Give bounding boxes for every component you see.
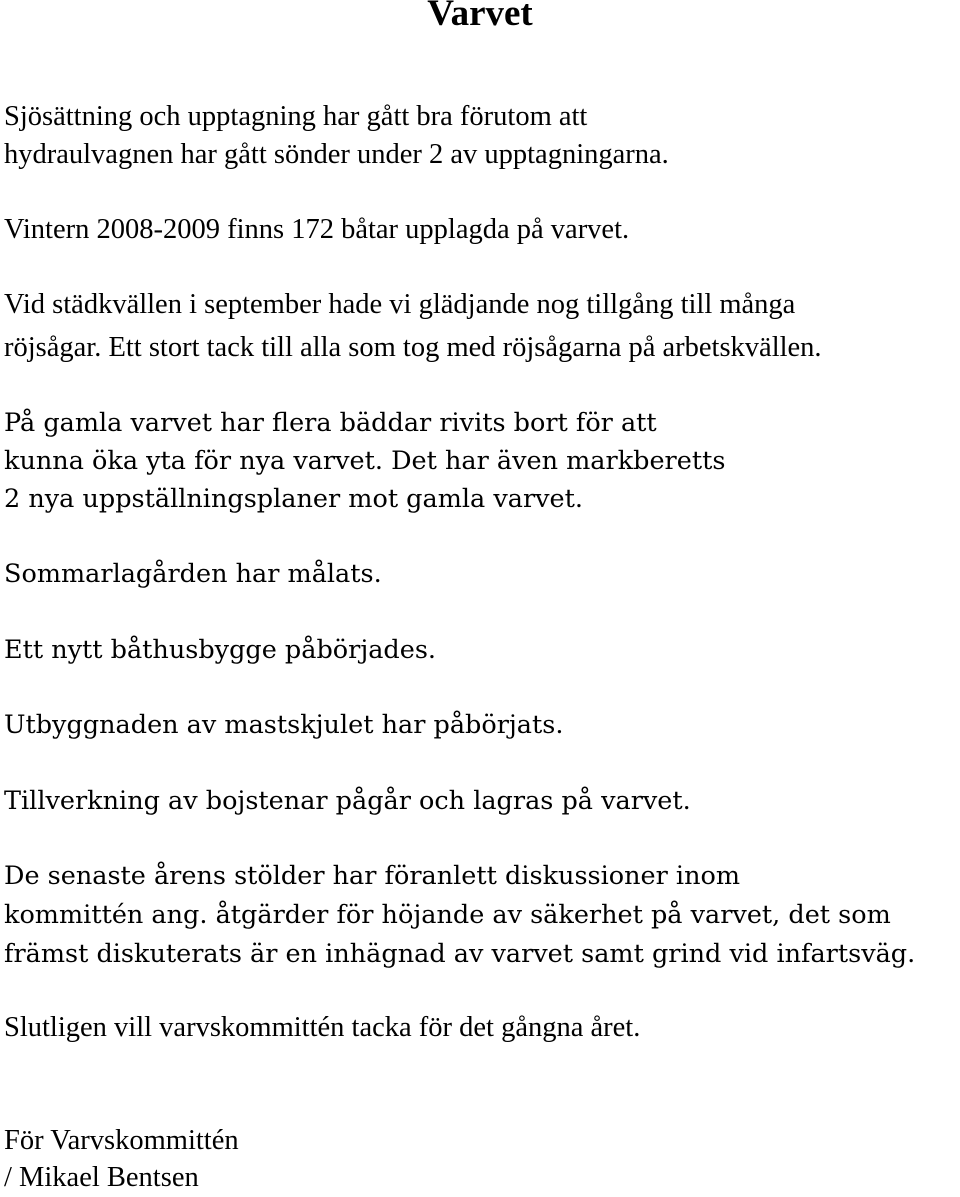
paragraph-3-line-2: röjsågar. Ett stort tack till alla som tog med röjsågarna på arbetskvällen. <box>4 332 822 363</box>
paragraph-4-line-2: kunna öka yta för nya varvet. Det har även markberetts <box>4 446 726 476</box>
paragraph-7-line-1: Utbyggnaden av mastskjulet har påbörjats. <box>4 710 564 740</box>
paragraph-5-line-1: Sommarlagården har målats. <box>4 559 382 589</box>
paragraph-1-line-2: hydraulvagnen har gått sönder under 2 av upptagningarna. <box>4 139 669 170</box>
paragraph-9-line-2: kommittén ang. åtgärder för höjande av säkerhet på varvet, det som <box>4 900 891 930</box>
paragraph-9-line-3: främst diskuterats är en inhägnad av varvet samt grind vid infartsväg. <box>4 939 916 969</box>
paragraph-2-line-1: Vintern 2008-2009 finns 172 båtar upplagda på varvet. <box>4 214 630 245</box>
signature-committee: För Varvskommittén <box>4 1125 239 1156</box>
paragraph-1-line-1: Sjösättning och upptagning har gått bra förutom att <box>4 101 588 132</box>
paragraph-6-line-1: Ett nytt båthusbygge påbörjades. <box>4 635 437 665</box>
paragraph-8-line-1: Tillverkning av bojstenar pågår och lagras på varvet. <box>4 786 691 816</box>
paragraph-9-line-1: De senaste årens stölder har föranlett diskussioner inom <box>4 861 741 891</box>
signature-name: / Mikael Bentsen <box>4 1162 199 1193</box>
paragraph-10-line-1: Slutligen vill varvskommittén tacka för det gångna året. <box>4 1012 641 1043</box>
paragraph-4-line-3: 2 nya uppställningsplaner mot gamla varvet. <box>4 484 583 514</box>
document-title: Varvet <box>427 0 533 34</box>
paragraph-4-line-1: På gamla varvet har flera bäddar rivits bort för att <box>4 408 657 438</box>
paragraph-3-line-1: Vid städkvällen i september hade vi glädjande nog tillgång till många <box>4 289 796 320</box>
